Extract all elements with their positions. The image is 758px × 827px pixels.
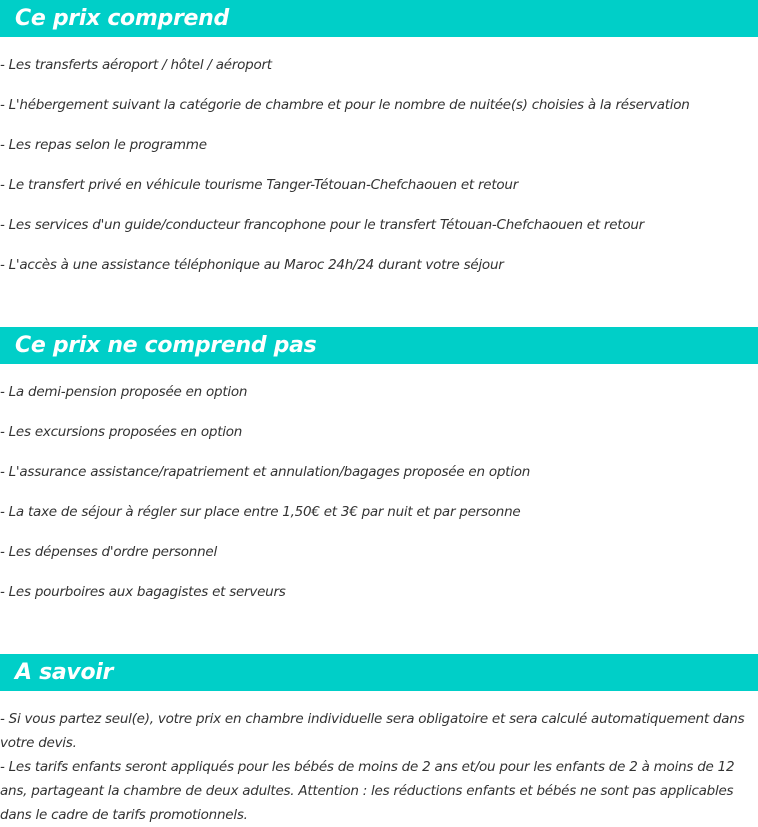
list-item: - Les repas selon le programme [0,137,207,153]
list-item: - Les dépenses d'ordre personnel [0,544,217,560]
list-item: - L'accès à une assistance téléphonique au Maroc 24h/24 durant votre séjour [0,257,504,273]
list-item: - L'assurance assistance/rapatriement et annulation/bagages proposée en option [0,464,531,480]
excluded-section [0,327,758,622]
list-item: - La demi-pension proposée en option [0,384,248,400]
included-header [0,0,758,37]
info-section [0,654,758,827]
list-item: - Les pourboires aux bagagistes et serveurs [0,584,286,600]
info-title: A savoir [15,660,114,685]
list-item: - Les transferts aéroport / hôtel / aéroport [0,57,272,73]
info-header [0,654,758,691]
included-list [0,37,758,295]
list-item: - Les excursions proposées en option [0,424,243,440]
included-section [0,0,758,295]
list-item: - L'hébergement suivant la catégorie de chambre et pour le nombre de nuitée(s) choisies à la réservation [0,97,690,113]
list-item: - Le transfert privé en véhicule tourisme Tanger-Tétouan-Chefchaouen et retour [0,177,519,193]
info-paragraphs [0,691,758,827]
list-item: - La taxe de séjour à régler sur place entre 1,50€ et 3€ par nuit et par personne [0,504,521,520]
excluded-header [0,327,758,364]
excluded-title: Ce prix ne comprend pas [15,333,317,358]
info-paragraph: - Si vous partez seul(e), votre prix en chambre individuelle sera obligatoire et sera calculé automatiquement dans votre devis. [0,711,745,751]
list-item: - Les services d'un guide/conducteur francophone pour le transfert Tétouan-Chefchaouen et retour [0,217,644,233]
excluded-list [0,364,758,622]
included-title: Ce prix comprend [15,6,229,31]
info-paragraph: - Les tarifs enfants seront appliqués pour les bébés de moins de 2 ans et/ou pour les enfants de 2 à moins de 12 ans, partageant la chambre de deux adultes. Attention : les réductions enfants et bébés ne sont pas applicables dans le cadre de tarifs promotionnels. [0,759,735,823]
